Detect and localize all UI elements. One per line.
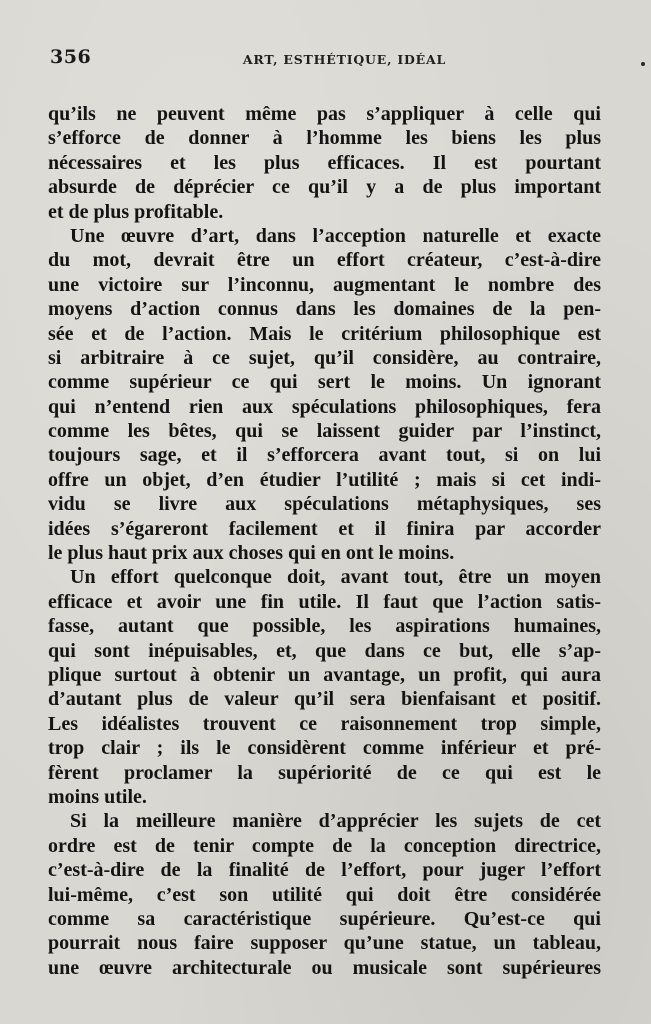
text-line: fèrent proclamer la supériorité de ce qui est le bbox=[48, 761, 601, 784]
paragraph bbox=[48, 809, 601, 980]
text-line: pourrait nous faire supposer qu’une statue, un tableau, bbox=[48, 932, 601, 955]
text-line: idées s’égareront facilement et il finira par accorder bbox=[48, 517, 601, 540]
text-line: trop clair ; ils le considèrent comme inférieur et pré- bbox=[48, 737, 601, 760]
body-text bbox=[48, 102, 601, 980]
text-line: une victoire sur l’inconnu, augmentant le nombre des bbox=[48, 273, 601, 296]
text-line: d’autant plus de valeur qu’il sera bienfaisant et positif. bbox=[48, 688, 601, 711]
text-line: offre un objet, d’en étudier l’utilité ; mais si cet indi- bbox=[48, 468, 601, 491]
text-line: moyens d’action connus dans les domaines de la pen- bbox=[48, 298, 601, 321]
text-line: c’est-à-dire de la finalité de l’effort, pour juger l’effort bbox=[48, 859, 601, 882]
paragraph bbox=[48, 102, 601, 224]
text-line: Un effort quelconque doit, avant tout, être un moyen bbox=[70, 566, 601, 589]
text-line: une œuvre architecturale ou musicale sont supérieures bbox=[48, 956, 601, 979]
text-line: Si la meilleure manière d’apprécier les sujets de cet bbox=[70, 810, 601, 833]
text-line: fasse, autant que possible, les aspirations humaines, bbox=[48, 615, 601, 638]
text-line: efficace et avoir une fin utile. Il faut que l’action satis- bbox=[48, 590, 601, 613]
text-line: qui n’entend rien aux spéculations philosophiques, fera bbox=[48, 395, 601, 418]
text-line: ordre est de tenir compte de la conception directrice, bbox=[48, 834, 601, 857]
running-title: ART, ESTHÉTIQUE, IDÉAL bbox=[242, 52, 447, 67]
text-line: moins utile. bbox=[48, 785, 147, 808]
text-line: vidu se livre aux spéculations métaphysiques, ses bbox=[48, 493, 601, 516]
text-line: qui sont inépuisables, et, que dans ce but, elle s’ap- bbox=[48, 639, 601, 662]
text-line: qu’ils ne peuvent même pas s’appliquer à celle qui bbox=[48, 103, 601, 125]
text-line: toujours sage, et il s’efforcera avant tout, si on lui bbox=[48, 444, 601, 467]
text-line: comme supérieur ce qui sert le moins. Un ignorant bbox=[48, 371, 601, 394]
text-line: si arbitraire à ce sujet, qu’il considère, au contraire, bbox=[48, 346, 601, 369]
text-line: comme les bêtes, qui se laissent guider par l’instinct, bbox=[48, 420, 601, 443]
paragraph bbox=[48, 565, 601, 809]
text-line: Une œuvre d’art, dans l’acception naturelle et exacte bbox=[70, 224, 601, 247]
text-line: sée et de l’action. Mais le critérium philosophique est bbox=[48, 322, 601, 345]
paragraph bbox=[48, 224, 601, 565]
text-line: lui-même, c’est son utilité qui doit être considérée bbox=[48, 883, 601, 906]
text-line: du mot, devrait être un effort créateur, c’est-à-dire bbox=[48, 249, 601, 272]
text-line: comme sa caractéristique supérieure. Qu’est-ce qui bbox=[48, 907, 601, 930]
page-header bbox=[50, 46, 599, 72]
text-line: absurde de déprécier ce qu’il y a de plus important bbox=[48, 176, 601, 199]
text-line: Les idéalistes trouvent ce raisonnement trop simple, bbox=[48, 712, 601, 735]
print-speck bbox=[641, 62, 645, 66]
text-line: s’efforce de donner à l’homme les biens les plus bbox=[48, 127, 601, 150]
text-line: plique surtout à obtenir un avantage, un profit, qui aura bbox=[48, 663, 601, 686]
page-number: 356 bbox=[50, 46, 92, 68]
text-line: le plus haut prix aux choses qui en ont le moins. bbox=[48, 542, 455, 565]
text-line: et de plus profitable. bbox=[48, 200, 224, 223]
text-line: nécessaires et les plus efficaces. Il est pourtant bbox=[48, 151, 601, 174]
